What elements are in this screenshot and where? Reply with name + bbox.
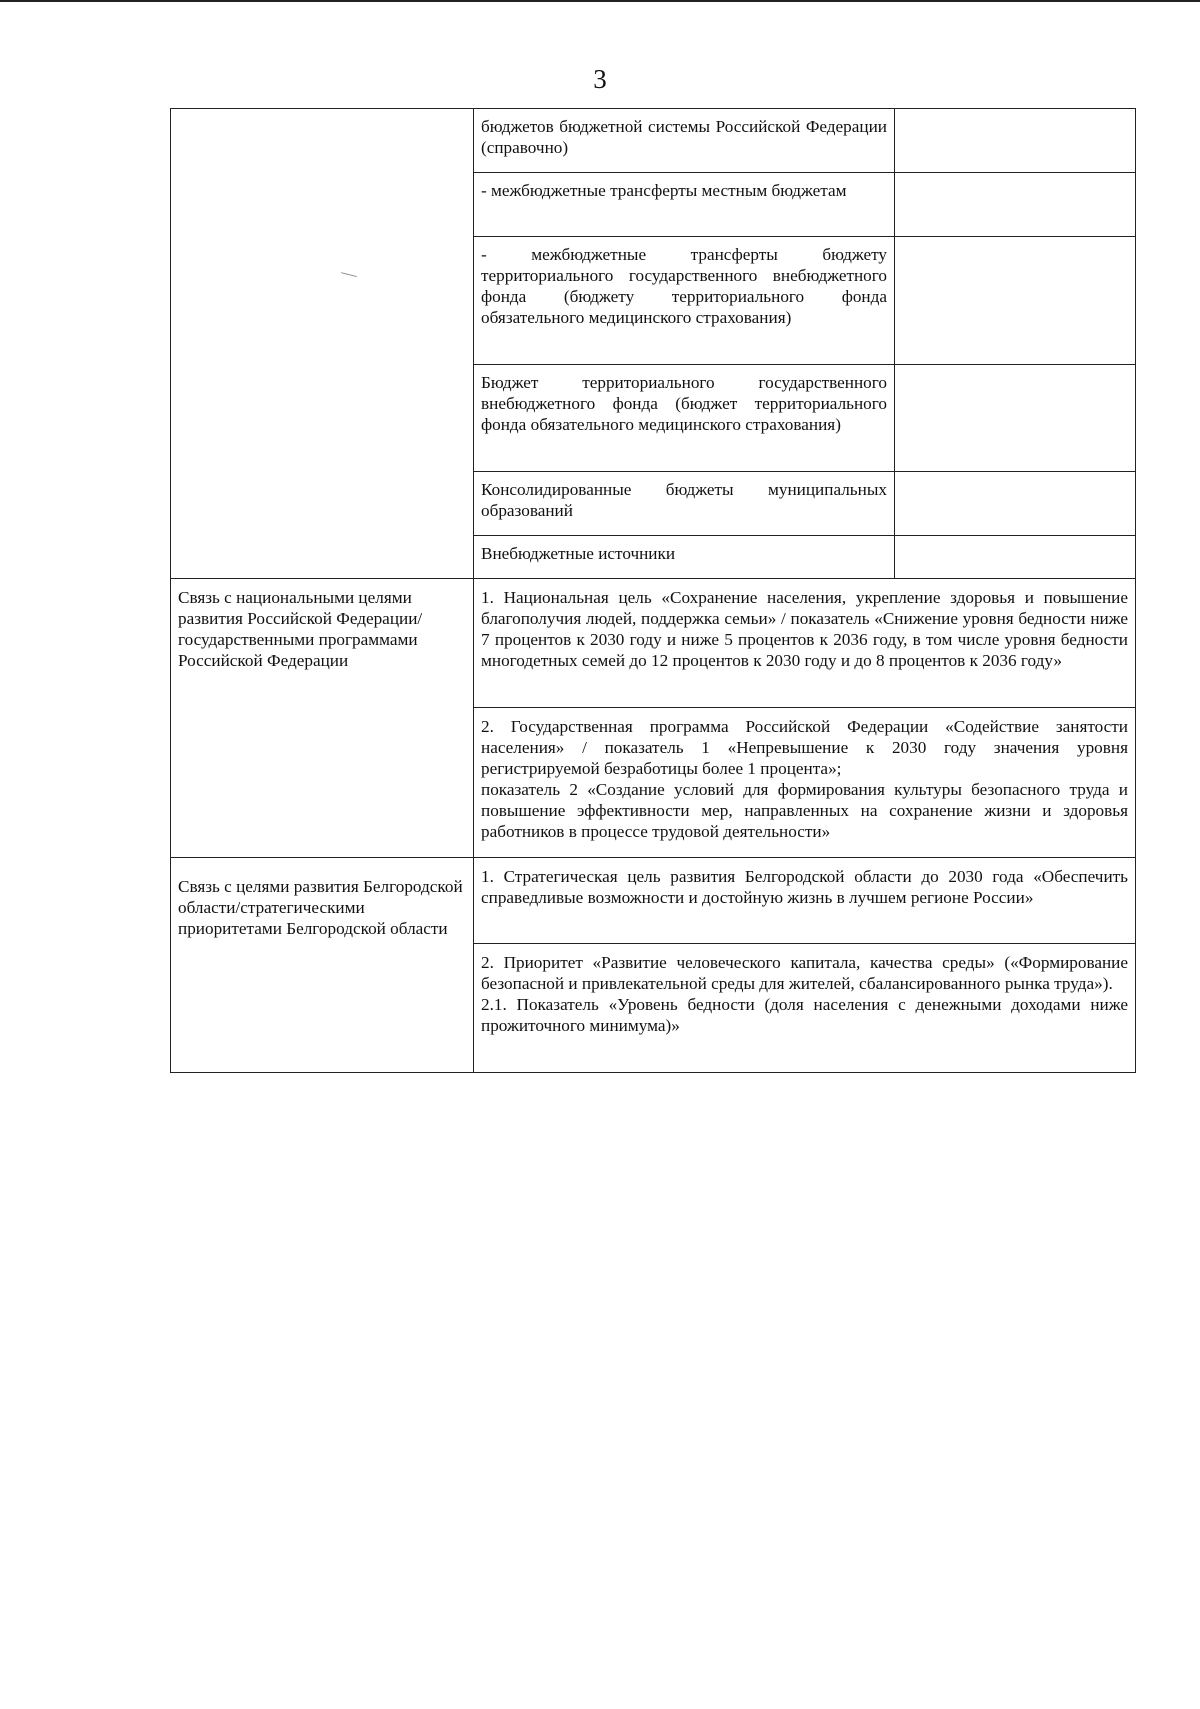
finance-row-value: [895, 173, 1136, 237]
finance-row-label: - межбюджетные трансферты местным бюджетам: [474, 173, 895, 237]
finance-row-label: Консолидированные бюджеты муниципальных образований: [474, 472, 895, 536]
top-rule: [0, 0, 1200, 2]
regional-goal-indicator: 2.1. Показатель «Уровень бедности (доля населения с денежными доходами ниже прожиточного минимума)»: [481, 995, 1128, 1035]
finance-row-value: [895, 237, 1136, 365]
finance-row-label: Внебюджетные источники: [474, 536, 895, 579]
national-goal-item: 1. Национальная цель «Сохранение населения, укрепление здоровья и повышение благополучия людей, поддержка семьи» / показатель «Снижение уровня бедности ниже 7 процентов к 2030 году и ниже 5 процентов к 2036 году, в том числе уровня бедности многодетных семей до 12 процентов к 2030 году и до 8 процентов к 2036 году»: [474, 579, 1136, 708]
finance-row-value: [895, 365, 1136, 472]
finance-row-value: [895, 536, 1136, 579]
national-goals-row: [171, 579, 1136, 708]
regional-goal-priority: 2. Приоритет «Развитие человеческого капитала, качества среды» («Формирование безопасной и привлекательной среды для жителей, сбалансированного рынка труда»).: [481, 953, 1128, 993]
national-goal-program: 2. Государственная программа Российской Федерации «Содействие занятости населения» / показатель 1 «Непревышение к 2030 году значения уровня регистрируемой безработицы более 1 процента»;: [481, 717, 1128, 778]
national-goal-indicator: показатель 2 «Создание условий для формирования культуры безопасного труда и повышение эффективности мер, направленных на сохранение жизни и здоровья работников в процессе трудовой деятельности»: [481, 780, 1128, 841]
regional-goals-label: Связь с целями развития Белгородской области/стратегическими приоритетами Белгородской области: [171, 858, 474, 1073]
finance-row-label: Бюджет территориального государственного внебюджетного фонда (бюджет территориального фонда обязательного медицинского страхования): [474, 365, 895, 472]
finance-label-cell: [171, 109, 474, 579]
regional-goal-item: 1. Стратегическая цель развития Белгородской области до 2030 года «Обеспечить справедливые возможности и достойную жизнь в лучшем регионе России»: [474, 858, 1136, 944]
national-goal-item: [474, 708, 1136, 858]
national-goals-label: Связь с национальными целями развития Российской Федерации/государственными программами Российской Федерации: [171, 579, 474, 858]
finance-row-label: бюджетов бюджетной системы Российской Федерации (справочно): [474, 109, 895, 173]
finance-row: [171, 109, 1136, 173]
finance-row-value: [895, 109, 1136, 173]
finance-row-value: [895, 472, 1136, 536]
passport-table: [170, 108, 1136, 1073]
regional-goals-row: [171, 858, 1136, 944]
finance-row-label: - межбюджетные трансферты бюджету территориального государственного внебюджетного фонда (бюджету территориального фонда обязательного медицинского страхования): [474, 237, 895, 365]
page-number: 3: [593, 64, 607, 94]
regional-goal-item: [474, 944, 1136, 1073]
